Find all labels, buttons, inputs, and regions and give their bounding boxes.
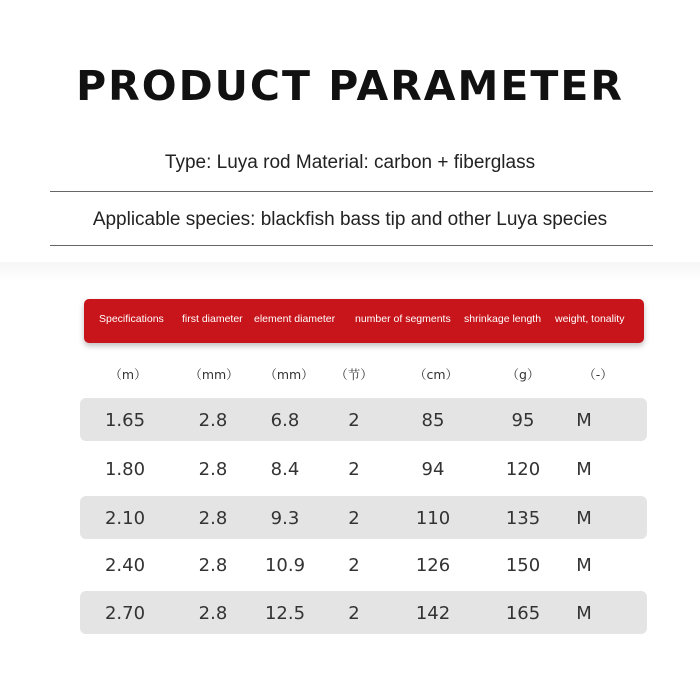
- cell-segments: 2: [348, 508, 360, 529]
- cell-weight: 150: [505, 555, 541, 576]
- unit-segments: （节）: [335, 367, 373, 382]
- cell-shrinkage-length: 126: [415, 555, 451, 576]
- cell-first-diameter: 2.8: [198, 555, 228, 576]
- section-band: [0, 262, 700, 282]
- cell-first-diameter: 2.8: [198, 459, 228, 480]
- cell-tonality: M: [576, 555, 592, 576]
- header-shrinkage-length: shrinkage length: [464, 313, 542, 325]
- header-element-diameter: element diameter: [254, 313, 336, 325]
- cell-tonality: M: [576, 603, 592, 624]
- header-number-of-segments: number of segments: [355, 313, 451, 325]
- header-weight-tonality: weight, tonality: [555, 313, 625, 325]
- table-row: [80, 447, 647, 490]
- cell-weight: 95: [511, 410, 535, 431]
- table-row: [80, 543, 647, 586]
- unit-weight: （g）: [506, 367, 540, 382]
- divider: [50, 245, 653, 246]
- cell-weight: 120: [505, 459, 541, 480]
- unit-first-diameter: （mm）: [189, 367, 239, 382]
- table-row: [80, 398, 647, 441]
- unit-tonality: （-）: [583, 367, 613, 382]
- cell-tonality: M: [576, 508, 592, 529]
- cell-shrinkage-length: 94: [421, 459, 445, 480]
- applicable-species-line: Applicable species: blackfish bass tip and other Luya species: [92, 209, 608, 230]
- type-material-line: Type: Luya rod Material: carbon + fiberglass: [164, 152, 536, 173]
- cell-first-diameter: 2.8: [198, 603, 228, 624]
- table-row: [80, 591, 647, 634]
- divider: [50, 191, 653, 192]
- cell-element-diameter: 10.9: [264, 555, 306, 576]
- cell-element-diameter: 12.5: [264, 603, 306, 624]
- cell-specification: 2.40: [104, 555, 146, 576]
- header-specifications: Specifications: [99, 313, 164, 325]
- cell-segments: 2: [348, 603, 360, 624]
- header-first-diameter: first diameter: [182, 313, 243, 325]
- unit-element-diameter: （mm）: [264, 367, 314, 382]
- cell-tonality: M: [576, 410, 592, 431]
- cell-element-diameter: 9.3: [270, 508, 300, 529]
- table-header: [84, 299, 644, 343]
- cell-weight: 165: [505, 603, 541, 624]
- page-title: PRODUCT PARAMETER: [76, 62, 624, 110]
- cell-first-diameter: 2.8: [198, 410, 228, 431]
- cell-segments: 2: [348, 555, 360, 576]
- cell-element-diameter: 6.8: [270, 410, 300, 431]
- cell-weight: 135: [505, 508, 541, 529]
- cell-specification: 1.80: [104, 459, 146, 480]
- cell-segments: 2: [348, 410, 360, 431]
- unit-shrinkage-length: （cm）: [413, 367, 459, 382]
- cell-specification: 1.65: [104, 410, 146, 431]
- cell-segments: 2: [348, 459, 360, 480]
- cell-tonality: M: [576, 459, 592, 480]
- unit-specifications: （m）: [109, 367, 147, 382]
- table-row: [80, 496, 647, 539]
- cell-shrinkage-length: 85: [421, 410, 445, 431]
- cell-shrinkage-length: 142: [415, 603, 451, 624]
- cell-first-diameter: 2.8: [198, 508, 228, 529]
- cell-shrinkage-length: 110: [415, 508, 451, 529]
- cell-specification: 2.70: [104, 603, 146, 624]
- cell-element-diameter: 8.4: [270, 459, 300, 480]
- cell-specification: 2.10: [104, 508, 146, 529]
